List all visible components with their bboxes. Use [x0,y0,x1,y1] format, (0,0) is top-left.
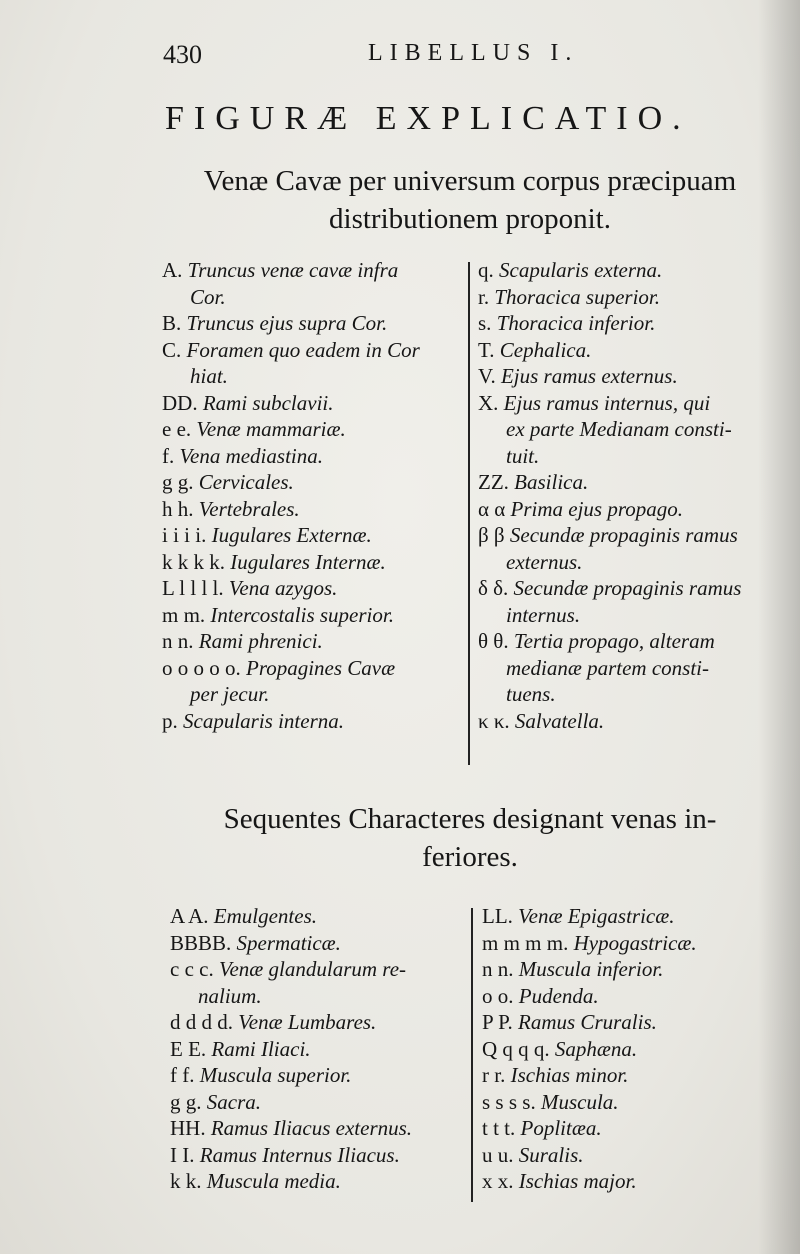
legend-entry [478,284,770,311]
legend-text: Muscula inferior. [518,957,664,981]
legend-entry [170,1009,467,1036]
section1-subtitle-line2: distributionem proponit. [329,203,611,235]
legend-key: r. [478,284,490,309]
legend-key: ZZ. [478,470,509,494]
legend-text: Basilica. [514,470,589,494]
legend-key: LL. [482,904,513,928]
section1-subtitle-line1: Venæ Cavæ per universum corpus præcipuam [203,165,737,197]
legend-continuation: ex parte Medianam consti- [506,417,732,441]
legend-text: Prima ejus propago. [510,496,683,521]
legend-text: Scapularis interna. [183,708,344,733]
legend-key: s. [478,311,492,335]
column-divider [471,908,473,1202]
legend-text: Ramus Internus Iliacus. [199,1142,400,1167]
legend-text: Rami phrenici. [198,629,323,653]
legend-entry [482,983,772,1010]
legend-key: k k k k. [162,549,225,574]
legend-continuation: nalium. [198,983,262,1008]
legend-entry [162,390,467,417]
legend-entry [162,310,467,337]
legend-entry [162,416,467,443]
legend-key: L l l l l. [162,576,224,600]
legend-entry [162,443,467,470]
legend-key: i i i i. [162,523,207,547]
legend-entry [482,1168,772,1195]
legend-text: Ischias minor. [510,1063,629,1087]
legend-key: r r. [482,1063,506,1087]
legend-text: Pudenda. [518,983,599,1008]
legend-key: E E. [170,1036,207,1061]
column-divider [468,262,470,765]
legend-text: Muscula. [540,1089,619,1114]
legend-entry [162,602,467,629]
legend-key: o o o o o. [162,655,241,680]
page-number: 430 [163,40,202,69]
running-head [0,40,800,80]
legend-text: Vena mediastina. [179,443,323,468]
legend-text: Emulgentes. [213,904,317,928]
legend-continuation: tuit. [506,443,540,468]
legend-key: g g. [162,470,194,494]
legend-key: A. [162,258,183,282]
legend-entry [478,337,770,364]
legend-text: Ramus Cruralis. [518,1010,657,1034]
legend-text: Cephalica. [499,337,592,362]
legend-key: c c c. [170,957,214,981]
legend-key: β β [478,523,505,547]
legend-entry [170,1115,467,1142]
legend-text: Venæ glandularum re- [218,957,407,981]
legend-continuation: externus. [506,549,583,574]
legend-text: Intercostalis superior. [210,602,394,627]
legend-entry [478,390,770,417]
legend-text: Spermaticæ. [236,930,341,955]
legend-entry [170,1089,467,1116]
legend-entry [162,337,467,364]
legend-key: d d d d. [170,1010,233,1034]
legend-text: Ramus Iliacus externus. [210,1116,413,1140]
legend-entry [482,956,772,983]
legend-key: h h. [162,496,194,521]
legend-text: Sacra. [206,1089,261,1114]
legend-entry [170,1062,467,1089]
legend-text: Foramen quo eadem in Cor [186,337,420,362]
legend-entry [162,549,467,576]
legend-text: Thoracica inferior. [496,311,656,335]
legend-entry [162,628,467,655]
section1-right-column [478,257,770,734]
legend-entry [482,1062,772,1089]
legend-key: δ δ. [478,576,509,600]
legend-text: Thoracica superior. [494,284,661,309]
legend-continuation: tuens. [506,682,556,706]
legend-text: Iugulares Internæ. [230,549,386,574]
legend-entry [162,575,467,602]
running-title: LIBELLUS I. [368,40,579,66]
section2-left-column [170,903,467,1195]
legend-entry [162,655,467,682]
legend-text: Hypogastricæ. [573,930,697,955]
legend-entry [478,469,770,496]
legend-key: t t t. [482,1116,516,1140]
legend-entry [478,496,770,523]
legend-continuation: internus. [506,602,581,627]
legend-key: f. [162,443,175,468]
legend-entry [482,1036,772,1063]
legend-key: q. [478,258,494,282]
page-title: FIGURÆ EXPLICATIO. [165,100,691,137]
legend-entry [170,930,467,957]
legend-text: Ejus ramus internus, qui [503,390,711,415]
legend-entry [482,1089,772,1116]
legend-key: P P. [482,1010,513,1034]
legend-continuation: Cor. [190,284,226,309]
legend-key: HH. [170,1116,206,1140]
legend-text: Rami Iliaci. [211,1036,311,1061]
legend-key: n n. [482,957,514,981]
legend-continuation: per jecur. [190,682,270,706]
legend-entry [162,257,467,284]
legend-entry [170,956,467,983]
section2-subtitle-line1: Sequentes Characteres designant venas in- [223,803,717,835]
legend-text: Scapularis externa. [499,258,663,282]
legend-text: Secundæ propaginis ramus [509,523,738,547]
legend-text: Tertia propago, alteram [513,629,715,653]
legend-entry [162,469,467,496]
legend-key: o o. [482,983,514,1008]
section1-subtitle [175,162,765,238]
legend-text: Secundæ propaginis ramus [513,576,742,600]
legend-entry [478,575,770,602]
legend-entry [478,708,770,735]
legend-key: m m. [162,602,206,627]
legend-key: s s s s. [482,1089,536,1114]
legend-entry [478,257,770,284]
legend-key: X. [478,390,499,415]
legend-text: Vertebrales. [198,496,300,521]
legend-entry [482,1115,772,1142]
legend-text: Iugulares Externæ. [211,523,372,547]
legend-key: V. [478,364,496,388]
legend-entry [478,310,770,337]
legend-entry [478,628,770,655]
section2-subtitle [175,800,765,876]
section2-right-column [482,903,772,1195]
legend-entry [162,496,467,523]
section1-left-column [162,257,467,734]
legend-entry [478,522,770,549]
legend-key: g g. [170,1089,202,1114]
legend-text: Saphæna. [554,1036,638,1061]
legend-key: f f. [170,1063,195,1087]
legend-key: u u. [482,1142,514,1167]
legend-entry [478,363,770,390]
legend-text: Muscula superior. [199,1063,352,1087]
legend-key: B. [162,311,182,335]
legend-key: DD. [162,390,198,415]
legend-entry [482,930,772,957]
legend-key: e e. [162,417,192,441]
legend-key: θ θ. [478,629,509,653]
legend-key: x x. [482,1169,514,1193]
legend-text: Salvatella. [514,708,605,733]
legend-continuation: medianæ partem consti- [506,655,709,680]
legend-key: p. [162,708,178,733]
legend-key: κ κ. [478,708,510,733]
legend-text: Venæ Lumbares. [238,1010,377,1034]
legend-key: Q q q q. [482,1036,550,1061]
legend-entry [162,522,467,549]
legend-text: Truncus ejus supra Cor. [186,311,388,335]
legend-key: T. [478,337,495,362]
section2-subtitle-line2: feriores. [422,841,518,873]
legend-key: A A. [170,904,209,928]
legend-entry [482,1142,772,1169]
legend-text: Poplitæa. [520,1116,602,1140]
legend-text: Truncus venæ cavæ infra [187,258,399,282]
legend-entry [482,903,772,930]
legend-entry [170,1142,467,1169]
legend-entry [170,1036,467,1063]
legend-text: Cervicales. [198,470,294,494]
legend-text: Muscula media. [206,1169,341,1193]
legend-text: Rami subclavii. [202,390,334,415]
legend-entry [170,903,467,930]
legend-key: n n. [162,629,194,653]
legend-key: m m m m. [482,930,569,955]
legend-text: Ejus ramus externus. [500,364,678,388]
legend-key: α α [478,496,506,521]
legend-continuation: hiat. [190,364,228,388]
legend-key: C. [162,337,182,362]
legend-text: Propagines Cavæ [246,655,396,680]
legend-text: Suralis. [518,1142,584,1167]
legend-entry [162,708,467,735]
legend-entry [482,1009,772,1036]
legend-text: Venæ Epigastricæ. [518,904,675,928]
legend-key: k k. [170,1169,202,1193]
legend-entry [170,1168,467,1195]
legend-key: BBBB. [170,930,232,955]
legend-text: Vena azygos. [228,576,338,600]
legend-key: I I. [170,1142,195,1167]
legend-text: Venæ mammariæ. [196,417,346,441]
legend-text: Ischias major. [518,1169,637,1193]
